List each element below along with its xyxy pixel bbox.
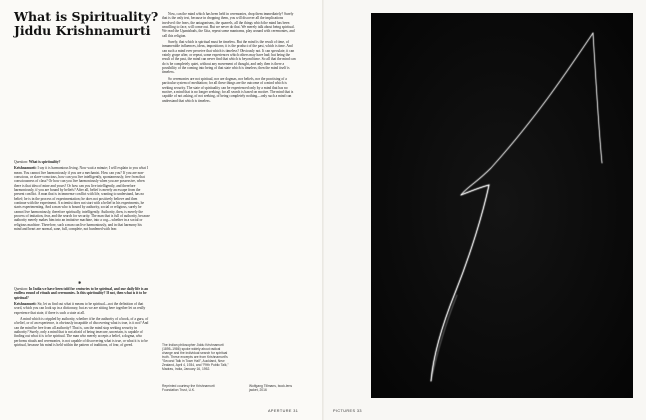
col2-paragraph-2: Surely, that which is spiritual must be timeless. But the mind is the result of time, of innumerable influences, ideas, impositions; it is the product of the past, which is time. And can such a mind ever perceive that which is timeless? Obviously not. It can speculate, it can vainly grope after, or repeat, some experiences which others may have had; but being the result of the past, the mind can never find that which is beyond time. So all that the mind can do is be completely quiet, without any movement of thought, and only then is there a possibility of the coming into being of that state which is timeless; then the mind itself is timeless. — [162, 40, 296, 75]
reprint-credit: Reprinted courtesy the Krishnamurti Foundation Trust, U.K. — [162, 384, 215, 392]
question-2: Question: In India we have been told for centuries to be spiritual, and our daily life is an endless round of rituals and ceremonies. Is this spirituality? If not, then what is it to be spiritual? — [14, 287, 149, 300]
photo-credit: Wolfgang Tillmans, book-lens jacket, 2016 — [249, 384, 293, 392]
text-column-1 — [14, 160, 150, 234]
text-column-1-lower — [14, 287, 150, 349]
article-title: What is Spirituality? — [14, 9, 159, 24]
folio-left: APERTURE 31 — [268, 409, 299, 413]
question-1: Question: What is spirituality? — [14, 160, 61, 164]
text-column-2 — [162, 12, 297, 105]
bio-caption: The Indian philosopher Jiddu Krishnamurti (1895–1986) spoke widely about radical change and the individual search for spiritual truth. These excerpts are from Krishnamurti's "Second Talk in Town Hall", Auckland, New Zealand, April 4, 1934, and "Fifth Public Talk," Madras, India, January 16, 1952. — [162, 343, 229, 371]
answer-2: Krishnamurti: Sir, let us find out what it means to be spiritual—not the definition of that word, which you can look up in a dictionary, but as we are sitting here together let us really experience that state, if there is such a state at all. — [14, 302, 146, 315]
folio-right: PICTURES 33 — [333, 409, 362, 413]
light-line-drawing — [371, 13, 633, 398]
col2-paragraph-1: Now, can the mind which has been held in ceremonies, drop them immediately? Surely that is the only test, because in dropping them, you will discover all the implications involved: the fears, the antagonisms, the quarrels, all the things which the mind has been unwilling to face, will come out. But we never do that. We merely talk about being spiritual. We read the Upanishads, the Gita, repeat some mantrams, play around with ceremonies, and call this religion. — [162, 12, 295, 38]
abstract-photograph — [371, 13, 633, 398]
answer-2-paragraph-2: A mind which is crippled by authority, whether it be the authority of a book, of a guru, of a belief, or of an experience, is obviously incapable of discovering what is true, is it not? And can the mind be free from all authority? That is, can the mind stop seeking security in authority? Surely, only a mind that is not afraid of being insecure, uncertain, is capable of finding out what it is to be spiritual. The man who merely accepts a belief, a dogma, who performs rituals and ceremonies, is not capable of discovering what is true, or what it is to be spiritual, because his mind is held within the pattern of traditions, of fear, of greed. — [14, 317, 149, 348]
answer-1: Krishnamurti: I say it is harmonious living. Now wait a minute; I will explain to you what I mean. You cannot live harmoniously if you are a mechanist. How can you? If you are non-conscious, or slave-conscious, how can you live intelligently, spontaneously, free from that consciousness of class? Or how can you live harmoniously when you are possessive, when there is that idea of mine and yours? Or how can you live intelligently, and therefore harmoniously, if you are bound by beliefs? After all, belief is merely an escape from the present conflict. A man that is in immense conflict with life, wanting to understand, has no belief; he is in the process of experimentation; he does not positively believe and then continue with the experiment. A scientist does not start with a belief in his experiments, he starts experimenting. And a man who is bound by authority, social or religious, surely he cannot live harmoniously, therefore spiritually, intelligently. Authority, then, is merely the process of imitation, fear, and the search for security. The man that is full of authority, because authority merely makes him into an imitative machine, into a cog—whether in a social or religious machine. Therefore, such a man can live harmoniously, and in that harmony his mind and heart are normal, sane, full, complete, not burdened with fear. — [14, 166, 150, 232]
section-divider: ✱ — [78, 280, 82, 285]
col2-paragraph-3: So ceremonies are not spiritual, nor are dogmas, nor beliefs, nor the practising of a particular system of meditation; for all these things are the outcome of a mind which is seeking security. The state of spirituality can be experienced only by a mind that has no motive, a mind that is no longer seeking; for all search is based on motive. The mind that is capable of not asking, of not seeking, of being completely nothing—only such a mind can understand that which is timeless. — [162, 76, 294, 103]
page-gutter — [322, 0, 324, 420]
article-author: Jiddu Krishnamurti — [14, 23, 151, 38]
